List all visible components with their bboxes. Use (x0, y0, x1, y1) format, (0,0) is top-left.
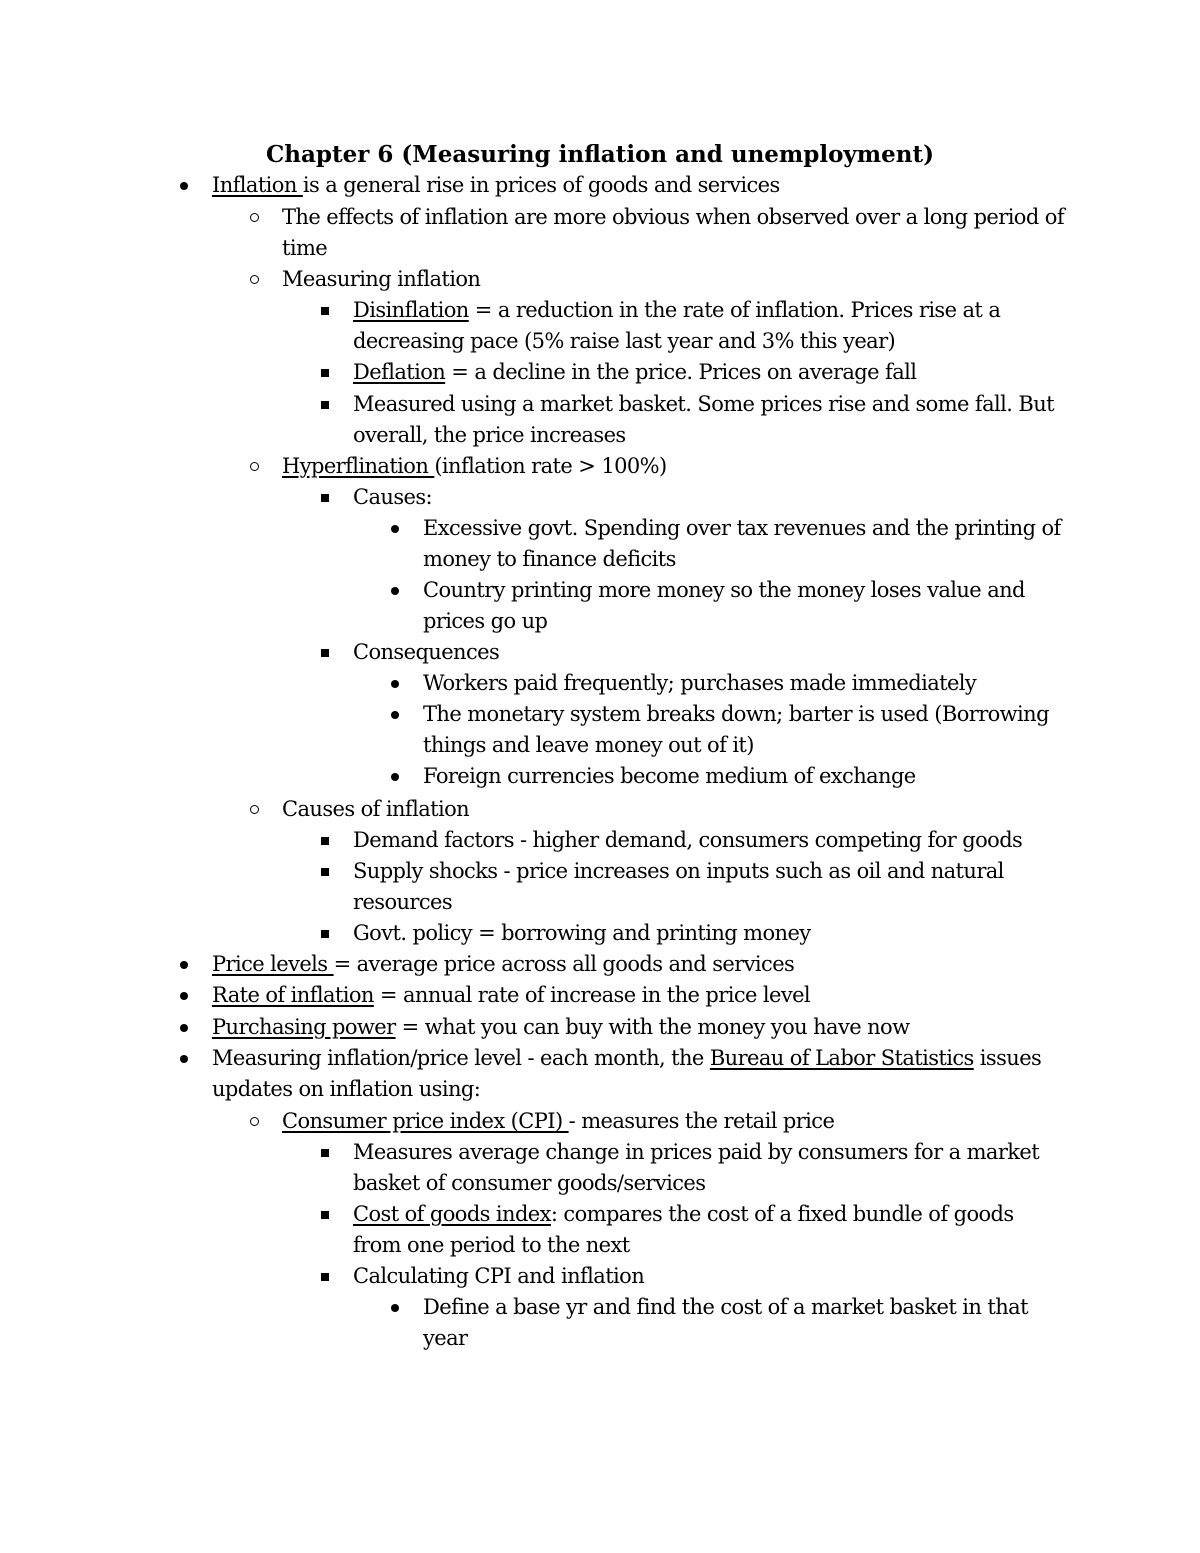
term-disinflation: Disinflation (353, 298, 469, 322)
list-item-causes (353, 482, 1063, 513)
list-item-measuring-price-level (212, 1043, 1072, 1105)
item-text: Calculating CPI and inflation (353, 1264, 645, 1288)
list-item-measuring-inflation (282, 264, 1082, 295)
bullet-disc-icon (385, 668, 405, 699)
item-text: Causes of inflation (282, 797, 470, 821)
list-item-hyperinflation (282, 451, 1082, 482)
item-text: The monetary system breaks down; barter is used (Borrowing things and leave money out of it) (423, 702, 1049, 757)
bullet-disc-icon (385, 575, 405, 606)
item-text: Supply shocks - price increases on inputs such as oil and natural resources (353, 859, 1004, 914)
bullet-disc-icon (385, 699, 405, 730)
item-text: = a decline in the price. Prices on average fall (445, 360, 917, 384)
bullet-disc-icon (174, 170, 194, 201)
bullet-square-icon (315, 637, 335, 668)
list-item-base-year (423, 1292, 1063, 1354)
bullet-circle-icon (244, 451, 264, 482)
item-text: Foreign currencies become medium of exchange (423, 764, 916, 788)
item-text: Measured using a market basket. Some prices rise and some fall. But overall, the price increases (353, 392, 1055, 447)
item-text: - measures the retail price (568, 1109, 835, 1133)
list-item-excessive-spending (423, 513, 1063, 575)
list-item-workers-paid (423, 668, 1063, 699)
bullet-circle-icon (244, 1106, 264, 1137)
list-item-average-change (353, 1137, 1063, 1199)
term-deflation: Deflation (353, 360, 446, 384)
bullet-disc-icon (385, 1292, 405, 1323)
list-item-cpi (282, 1106, 1082, 1137)
item-text: : compares the cost of a fixed bundle of goods from one period to the next (353, 1202, 1014, 1257)
list-item-printing-money (423, 575, 1063, 637)
list-item-calculating-cpi (353, 1261, 1063, 1292)
list-item-disinflation (353, 295, 1063, 357)
item-text: Define a base yr and find the cost of a market basket in that year (423, 1295, 1028, 1350)
bullet-circle-icon (244, 202, 264, 233)
bullet-disc-icon (385, 761, 405, 792)
term-bls: Bureau of Labor Statistics (709, 1046, 974, 1070)
bullet-square-icon (315, 357, 335, 388)
item-text: Country printing more money so the money loses value and prices go up (423, 578, 1025, 633)
bullet-circle-icon (244, 794, 264, 825)
item-text: Measures average change in prices paid by consumers for a market basket of consumer goods/services (353, 1140, 1040, 1195)
bullet-square-icon (315, 1261, 335, 1292)
list-item-supply-shocks (353, 856, 1063, 918)
bullet-disc-icon (174, 1043, 194, 1074)
list-item-deflation (353, 357, 1063, 388)
item-text: Demand factors - higher demand, consumers competing for goods (353, 828, 1023, 852)
item-text: Measuring inflation/price level - each month, the (212, 1046, 710, 1070)
term-hyperflination: Hyperflination (282, 454, 435, 478)
term-inflation: Inflation (212, 173, 303, 197)
item-text: = a reduction in the rate of inflation. Prices rise at a decreasing pace (5% raise last year and 3% this year) (353, 298, 1001, 353)
page-title: Chapter 6 (Measuring inflation and unemployment) (266, 141, 934, 168)
item-text: Excessive govt. Spending over tax revenues and the printing of money to finance deficits (423, 516, 1061, 571)
list-item-monetary-system (423, 699, 1063, 761)
item-text: Measuring inflation (282, 267, 481, 291)
list-item-causes-of-inflation (282, 794, 1082, 825)
term-purchasing-power: Purchasing power (212, 1015, 396, 1039)
item-text: = what you can buy with the money you have now (395, 1015, 910, 1039)
bullet-circle-icon (244, 264, 264, 295)
bullet-disc-icon (385, 513, 405, 544)
bullet-square-icon (315, 1137, 335, 1168)
bullet-square-icon (315, 389, 335, 420)
list-item-demand-factors (353, 825, 1063, 856)
term-cost-of-goods-index: Cost of goods index (353, 1202, 551, 1226)
list-item-consequences (353, 637, 1063, 668)
bullet-square-icon (315, 918, 335, 949)
bullet-square-icon (315, 295, 335, 326)
term-cpi: Consumer price index (CPI) (282, 1109, 569, 1133)
item-text: Causes: (353, 485, 432, 509)
bullet-disc-icon (174, 1012, 194, 1043)
item-text: The effects of inflation are more obvious when observed over a long period of time (282, 205, 1064, 260)
item-text: issues updates on inflation using: (212, 1046, 1042, 1101)
item-text: Workers paid frequently; purchases made immediately (423, 671, 977, 695)
item-text: Consequences (353, 640, 500, 664)
list-item-inflation (212, 170, 1072, 201)
list-item-cost-of-goods (353, 1199, 1063, 1261)
list-item-foreign-currencies (423, 761, 1063, 792)
list-item-price-levels (212, 949, 1072, 980)
item-text: Govt. policy = borrowing and printing money (353, 921, 811, 945)
bullet-square-icon (315, 1199, 335, 1230)
list-item-govt-policy (353, 918, 1063, 949)
bullet-disc-icon (174, 980, 194, 1011)
item-text: (inflation rate > 100%) (434, 454, 667, 478)
bullet-square-icon (315, 825, 335, 856)
list-item-purchasing-power (212, 1012, 1072, 1043)
item-text: is a general rise in prices of goods and services (302, 173, 780, 197)
bullet-square-icon (315, 482, 335, 513)
bullet-disc-icon (174, 949, 194, 980)
list-item-market-basket (353, 389, 1063, 451)
term-price-levels: Price levels (212, 952, 334, 976)
term-rate-of-inflation: Rate of inflation (212, 983, 374, 1007)
list-item-effects (282, 202, 1082, 264)
bullet-square-icon (315, 856, 335, 887)
item-text: = average price across all goods and services (333, 952, 795, 976)
list-item-rate-of-inflation (212, 980, 1072, 1011)
item-text: = annual rate of increase in the price level (373, 983, 811, 1007)
